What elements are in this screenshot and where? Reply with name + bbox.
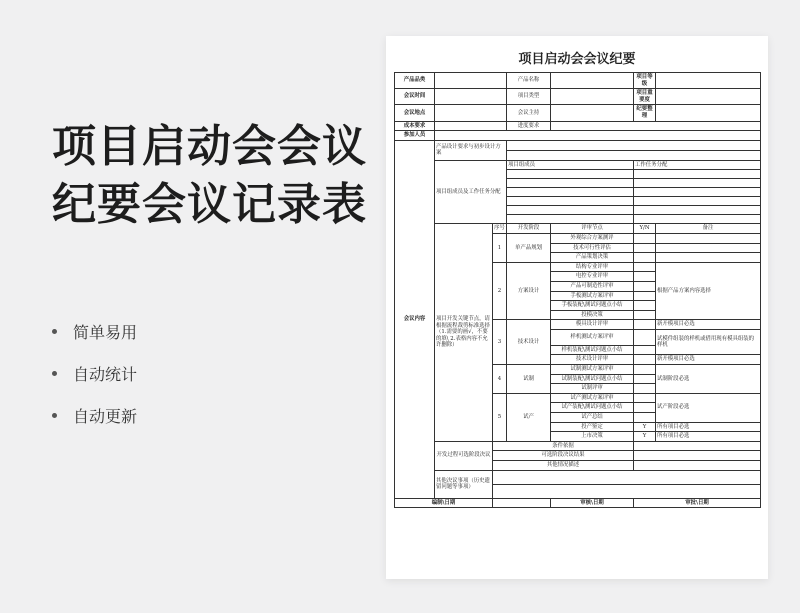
review-node: 手板测试方案评审 — [551, 291, 634, 301]
review-node: 样机测试方案评审 — [551, 329, 634, 345]
value-product-category — [435, 73, 507, 89]
review-node: 技术可行性评估 — [551, 243, 634, 253]
label-meeting-time: 会议时间 — [395, 89, 435, 105]
label-product-name: 产品名称 — [507, 73, 551, 89]
table-row — [395, 140, 761, 150]
review-node: 外观综合方案测评 — [551, 233, 634, 243]
value-project-level — [656, 73, 761, 89]
review-node: 产品策划决策 — [551, 253, 634, 263]
review-node: 试产装配\测试问题点小结 — [551, 403, 634, 413]
review-yn — [634, 272, 656, 282]
minutes-table-body — [395, 73, 761, 508]
review-remark: 所有项目必选 — [656, 422, 761, 432]
review-node: 技术设计评审 — [551, 355, 634, 365]
footer-review: 审核\日期 — [551, 498, 634, 508]
value-product-name — [551, 73, 634, 89]
team-member-cell — [507, 170, 634, 179]
review-node: 电控专业评审 — [551, 272, 634, 282]
review-header-node: 评审节点 — [551, 224, 634, 234]
stage-name: 试产 — [507, 393, 551, 441]
feature-list — [52, 312, 137, 438]
gate-row-label: 可选阶段决议结果 — [493, 451, 634, 461]
footer-edit: 编制\日期 — [395, 498, 493, 508]
task-cell — [634, 170, 761, 179]
stage-number: 4 — [493, 365, 507, 394]
label-project-level: 项目等级 — [634, 73, 656, 89]
review-remark: 试制阶段必选 — [656, 365, 761, 394]
label-cost-requirement: 成本要求 — [395, 121, 435, 131]
task-cell — [634, 179, 761, 188]
review-node: 样机装配\测试问题点小结 — [551, 345, 634, 355]
review-remark: 新开模项目必选 — [656, 320, 761, 330]
table-row — [395, 224, 761, 234]
team-member-cell — [507, 179, 634, 188]
review-yn — [634, 291, 656, 301]
bullet-icon — [52, 329, 57, 334]
review-node: 结构专业评审 — [551, 262, 634, 272]
review-header-no: 序号 — [493, 224, 507, 234]
label-meeting-host: 会议主持 — [507, 105, 551, 121]
review-remark: 所有项目必选 — [656, 432, 761, 442]
review-yn — [634, 393, 656, 403]
label-meeting-place: 会议地点 — [395, 105, 435, 121]
review-header-stage: 开发阶段 — [507, 224, 551, 234]
feature-item: 自动统计 — [52, 354, 137, 396]
minutes-table — [394, 72, 761, 508]
bullet-icon — [52, 413, 57, 418]
label-other-decisions: 其他决议事项（历史遗留问题等事项） — [435, 470, 493, 498]
review-remark — [656, 253, 761, 263]
review-yn — [634, 253, 656, 263]
promo-title: 项目启动会会议纪要会议记录表 — [52, 121, 367, 230]
table-row — [395, 470, 761, 484]
stage-number: 1 — [493, 233, 507, 262]
document-preview — [386, 36, 768, 579]
gate-row-label: 其他情况描述 — [493, 461, 634, 471]
task-cell — [634, 206, 761, 215]
stage-name: 单产品规划 — [507, 233, 551, 262]
team-member-header: 项目组成员 — [507, 160, 634, 170]
review-yn — [634, 310, 656, 320]
task-cell — [634, 188, 761, 197]
review-header-yn: Y/N — [634, 224, 656, 234]
review-remark: 试模件组装的样机或借用现有模具组装的样机 — [656, 329, 761, 355]
review-yn — [634, 281, 656, 291]
label-design-requirement: 产品设计要求与初步设计方案 — [435, 140, 507, 160]
team-member-cell — [507, 188, 634, 197]
review-yn — [634, 233, 656, 243]
label-team: 项目组成员及工作任务分配 — [435, 160, 507, 224]
table-row — [395, 441, 761, 451]
review-yn — [634, 365, 656, 375]
table-row — [395, 160, 761, 170]
task-header: 工作任务分配 — [634, 160, 761, 170]
document-title: 项目启动会会议纪要 — [518, 52, 636, 67]
gate-row-label: 条件依据 — [493, 441, 634, 451]
label-minutes-taker: 纪要整理 — [634, 105, 656, 121]
review-yn — [634, 355, 656, 365]
review-yn — [634, 320, 656, 330]
review-node: 模具设计评审 — [551, 320, 634, 330]
review-node: 上市决策 — [551, 432, 634, 442]
review-remark — [656, 233, 761, 243]
feature-item: 简单易用 — [52, 312, 137, 354]
review-yn — [634, 403, 656, 413]
review-remark: 新开模项目必选 — [656, 355, 761, 365]
review-yn — [634, 329, 656, 345]
review-node: 试制测试方案评审 — [551, 365, 634, 375]
label-schedule-requirement: 进度要求 — [507, 121, 551, 131]
review-yn — [634, 301, 656, 311]
table-row — [395, 498, 761, 508]
review-remark — [656, 243, 761, 253]
review-node: 手板装配\测试问题点小结 — [551, 301, 634, 311]
review-header-remark: 备注 — [656, 224, 761, 234]
feature-item: 自动更新 — [52, 396, 137, 438]
review-node: 试制评审 — [551, 384, 634, 394]
label-meeting-content: 会议内容 — [395, 140, 435, 498]
team-member-cell — [507, 197, 634, 206]
stage-number: 5 — [493, 393, 507, 441]
label-attendees: 参加人员 — [395, 131, 435, 141]
team-member-cell — [507, 206, 634, 215]
task-cell — [634, 215, 761, 224]
review-node: 投模决策 — [551, 310, 634, 320]
review-remark: 试产阶段必选 — [656, 393, 761, 422]
label-project-importance: 项目重要度 — [634, 89, 656, 105]
label-gate-decision: 开发过程可选阶段决议 — [435, 441, 493, 470]
review-node: 试产测试方案评审 — [551, 393, 634, 403]
label-review-nodes: 项目开发关键节点，请根据流程裁剪标准选择（1.需要的画√，不要的填\ 2.表格内容不允许删除） — [435, 224, 493, 441]
review-yn — [634, 345, 656, 355]
label-project-type: 项目类型 — [507, 89, 551, 105]
review-yn — [634, 413, 656, 423]
stage-number: 2 — [493, 262, 507, 320]
review-yn: Y — [634, 432, 656, 442]
review-node: 产品可制造性评审 — [551, 281, 634, 291]
review-yn — [634, 262, 656, 272]
review-yn — [634, 374, 656, 384]
stage-number: 3 — [493, 320, 507, 365]
review-node: 投产鉴定 — [551, 422, 634, 432]
review-node: 试制装配\测试问题点小结 — [551, 374, 634, 384]
review-yn — [634, 243, 656, 253]
task-cell — [634, 197, 761, 206]
stage-name: 方案设计 — [507, 262, 551, 320]
stage-name: 技术设计 — [507, 320, 551, 365]
label-product-category: 产品品类 — [395, 73, 435, 89]
review-node: 试产总结 — [551, 413, 634, 423]
review-yn — [634, 384, 656, 394]
footer-approve: 审批\日期 — [634, 498, 761, 508]
team-member-cell — [507, 215, 634, 224]
review-remark: 根据产品方案内容选择 — [656, 262, 761, 320]
bullet-icon — [52, 371, 57, 376]
stage-name: 试制 — [507, 365, 551, 394]
review-yn: Y — [634, 422, 656, 432]
